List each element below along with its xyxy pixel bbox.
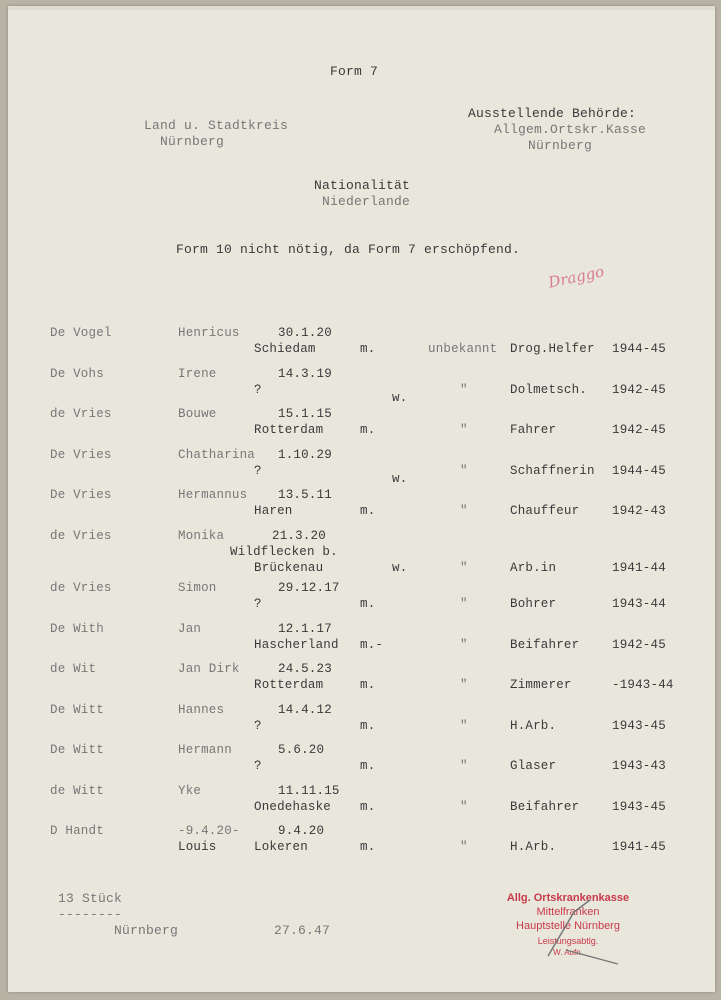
birth-date: 11.11.15 (278, 783, 340, 798)
status-info: unbekannt (428, 342, 498, 356)
birth-place: ? (254, 463, 262, 478)
birth-place: ? (254, 759, 262, 773)
given-name: Hannes (178, 702, 225, 717)
given-name: Chatharina (178, 447, 256, 462)
occupation: Fahrer (510, 423, 557, 437)
employment-years: 1941-44 (612, 560, 666, 575)
given-name: Jan (178, 621, 202, 636)
sex: m. (360, 597, 376, 611)
document-page (8, 6, 715, 992)
employment-years: 1943-43 (612, 759, 666, 773)
surname: De Vries (50, 488, 112, 502)
occupation: Dolmetsch. (510, 382, 588, 397)
surname: de Vries (50, 407, 112, 421)
table-row (8, 622, 715, 662)
occupation: H.Arb. (510, 718, 557, 733)
occupation: Bohrer (510, 597, 557, 611)
given-name: Irene (178, 366, 217, 381)
birth-date: 30.1.20 (278, 326, 332, 340)
employment-years: 1943-45 (612, 799, 666, 814)
birth-date: 13.5.11 (278, 488, 332, 502)
status-info: " (460, 382, 468, 397)
birth-place: ? (254, 718, 262, 733)
birth-place: Wildflecken b. (230, 544, 338, 559)
total-count: 13 Stück (58, 891, 123, 906)
status-info: " (460, 799, 468, 814)
sex: m. (360, 799, 376, 814)
status-info: " (460, 560, 468, 575)
sex: w. (392, 560, 408, 575)
status-info: " (460, 504, 468, 518)
nationality-value: Niederlande (322, 194, 411, 209)
sex: m. (360, 423, 376, 437)
region-line2: Nürnberg (160, 134, 225, 149)
sex: w. (392, 390, 408, 405)
occupation: Schaffnerin (510, 463, 595, 478)
status-info: " (460, 718, 468, 733)
stamp-line5: W. Aufn. (553, 948, 583, 957)
status-info: " (460, 840, 468, 854)
given-name: Yke (178, 783, 202, 798)
authority-line2: Allgem.Ortskr.Kasse (494, 122, 647, 137)
table-row (8, 662, 715, 702)
occupation: Chauffeur (510, 504, 580, 518)
employment-years: 1944-45 (612, 463, 666, 478)
birth-date: 14.4.12 (278, 702, 332, 717)
table-row (8, 528, 715, 575)
given-name: Bouwe (178, 407, 217, 421)
given-name: -9.4.20- (178, 824, 240, 838)
employment-years: 1943-44 (612, 597, 666, 611)
table-row (8, 326, 715, 366)
occupation: Arb.in (510, 560, 557, 575)
birth-date: 29.12.17 (278, 581, 340, 595)
stamp-line1: Allg. Ortskrankenkasse (506, 892, 630, 904)
total-underline: -------- (58, 907, 123, 922)
surname: De Witt (50, 702, 104, 717)
form-note: Form 10 nicht nötig, da Form 7 erschöpfend. (176, 242, 521, 257)
status-info: " (460, 423, 468, 437)
employment-years: 1942-43 (612, 504, 666, 518)
table-row (8, 448, 715, 488)
birth-place-line2: Brückenau (254, 560, 324, 575)
table-row (8, 703, 715, 743)
region-line1: Land u. Stadtkreis (144, 118, 289, 133)
sex: m. (360, 504, 376, 518)
occupation: Drog.Helfer (510, 342, 595, 356)
employment-years: 1944-45 (612, 342, 666, 356)
given-name: Jan Dirk (178, 662, 240, 676)
table-row (8, 367, 715, 407)
table-row (8, 581, 715, 621)
surname: D Handt (50, 824, 104, 838)
stamp-line4: Leistungsabtlg. (537, 936, 599, 946)
issue-date: 27.6.47 (274, 923, 331, 938)
sex: m.- (360, 637, 384, 652)
birth-place: Onedehaske (254, 799, 332, 814)
employment-years: 1942-45 (612, 382, 666, 397)
authority-line1: Ausstellende Behörde: (468, 106, 637, 121)
birth-date: 12.1.17 (278, 621, 332, 636)
birth-date: 24.5.23 (278, 662, 332, 676)
birth-place: Haren (254, 504, 293, 518)
stamp-line3: Hauptstelle Nürnberg (516, 920, 620, 932)
status-info: " (460, 463, 468, 478)
employment-years: 1941-45 (612, 840, 666, 854)
birth-date: 5.6.20 (278, 743, 325, 757)
occupation: Glaser (510, 759, 557, 773)
given-name: Henricus (178, 326, 240, 340)
birth-place: Rotterdam (254, 423, 324, 437)
surname: de Vries (50, 581, 112, 595)
employment-years: 1942-45 (612, 423, 666, 437)
surname: de Wit (50, 662, 97, 676)
form-number: Form 7 (330, 64, 379, 79)
surname: De Witt (50, 743, 104, 757)
sex: m. (360, 840, 376, 854)
employment-years: 1943-45 (612, 718, 666, 733)
sex: m. (360, 718, 376, 733)
birth-date: 9.4.20 (278, 824, 325, 838)
handwritten-signature: Draggo (546, 262, 606, 292)
table-row (8, 743, 715, 783)
status-info: " (460, 597, 468, 611)
birth-place: ? (254, 597, 262, 611)
surname: De Vogel (50, 326, 112, 340)
nationality-label: Nationalität (314, 178, 411, 193)
authority-line3: Nürnberg (528, 138, 593, 153)
given-name: Simon (178, 581, 217, 595)
sex: w. (392, 471, 408, 486)
birth-place: ? (254, 382, 262, 397)
status-info: " (460, 637, 468, 652)
birth-date: 14.3.19 (278, 366, 332, 381)
birth-date: 21.3.20 (272, 528, 326, 543)
birth-date: 1.10.29 (278, 447, 332, 462)
birth-place: Rotterdam (254, 678, 324, 692)
birth-place: Hascherland (254, 637, 339, 652)
birth-place: Schiedam (254, 342, 316, 356)
birth-place: Lokeren (254, 840, 308, 854)
given-name: Hermannus (178, 488, 248, 502)
surname: de Vries (50, 528, 112, 543)
stamp-check-mark (478, 892, 658, 972)
status-info: " (460, 678, 468, 692)
surname: De With (50, 621, 104, 636)
given-name: Hermann (178, 743, 232, 757)
surname: de Witt (50, 783, 104, 798)
table-row (8, 488, 715, 528)
occupation: Beifahrer (510, 799, 580, 814)
occupation: Beifahrer (510, 637, 580, 652)
employment-years: -1943-44 (612, 678, 674, 692)
sex: m. (360, 342, 376, 356)
sex: m. (360, 678, 376, 692)
occupation: H.Arb. (510, 840, 557, 854)
given-name: Monika (178, 528, 225, 543)
stamp-line2: Mittelfranken (536, 906, 600, 918)
occupation: Zimmerer (510, 678, 572, 692)
birth-date: 15.1.15 (278, 407, 332, 421)
status-info: " (460, 759, 468, 773)
table-row (8, 824, 715, 864)
table-row (8, 407, 715, 447)
sex: m. (360, 759, 376, 773)
place-of-issue: Nürnberg (114, 923, 179, 938)
employment-years: 1942-45 (612, 637, 666, 652)
surname: De Vries (50, 447, 112, 462)
given-name-corrected: Louis (178, 840, 217, 854)
surname: De Vohs (50, 366, 104, 381)
table-row (8, 784, 715, 824)
office-stamp (478, 892, 658, 972)
